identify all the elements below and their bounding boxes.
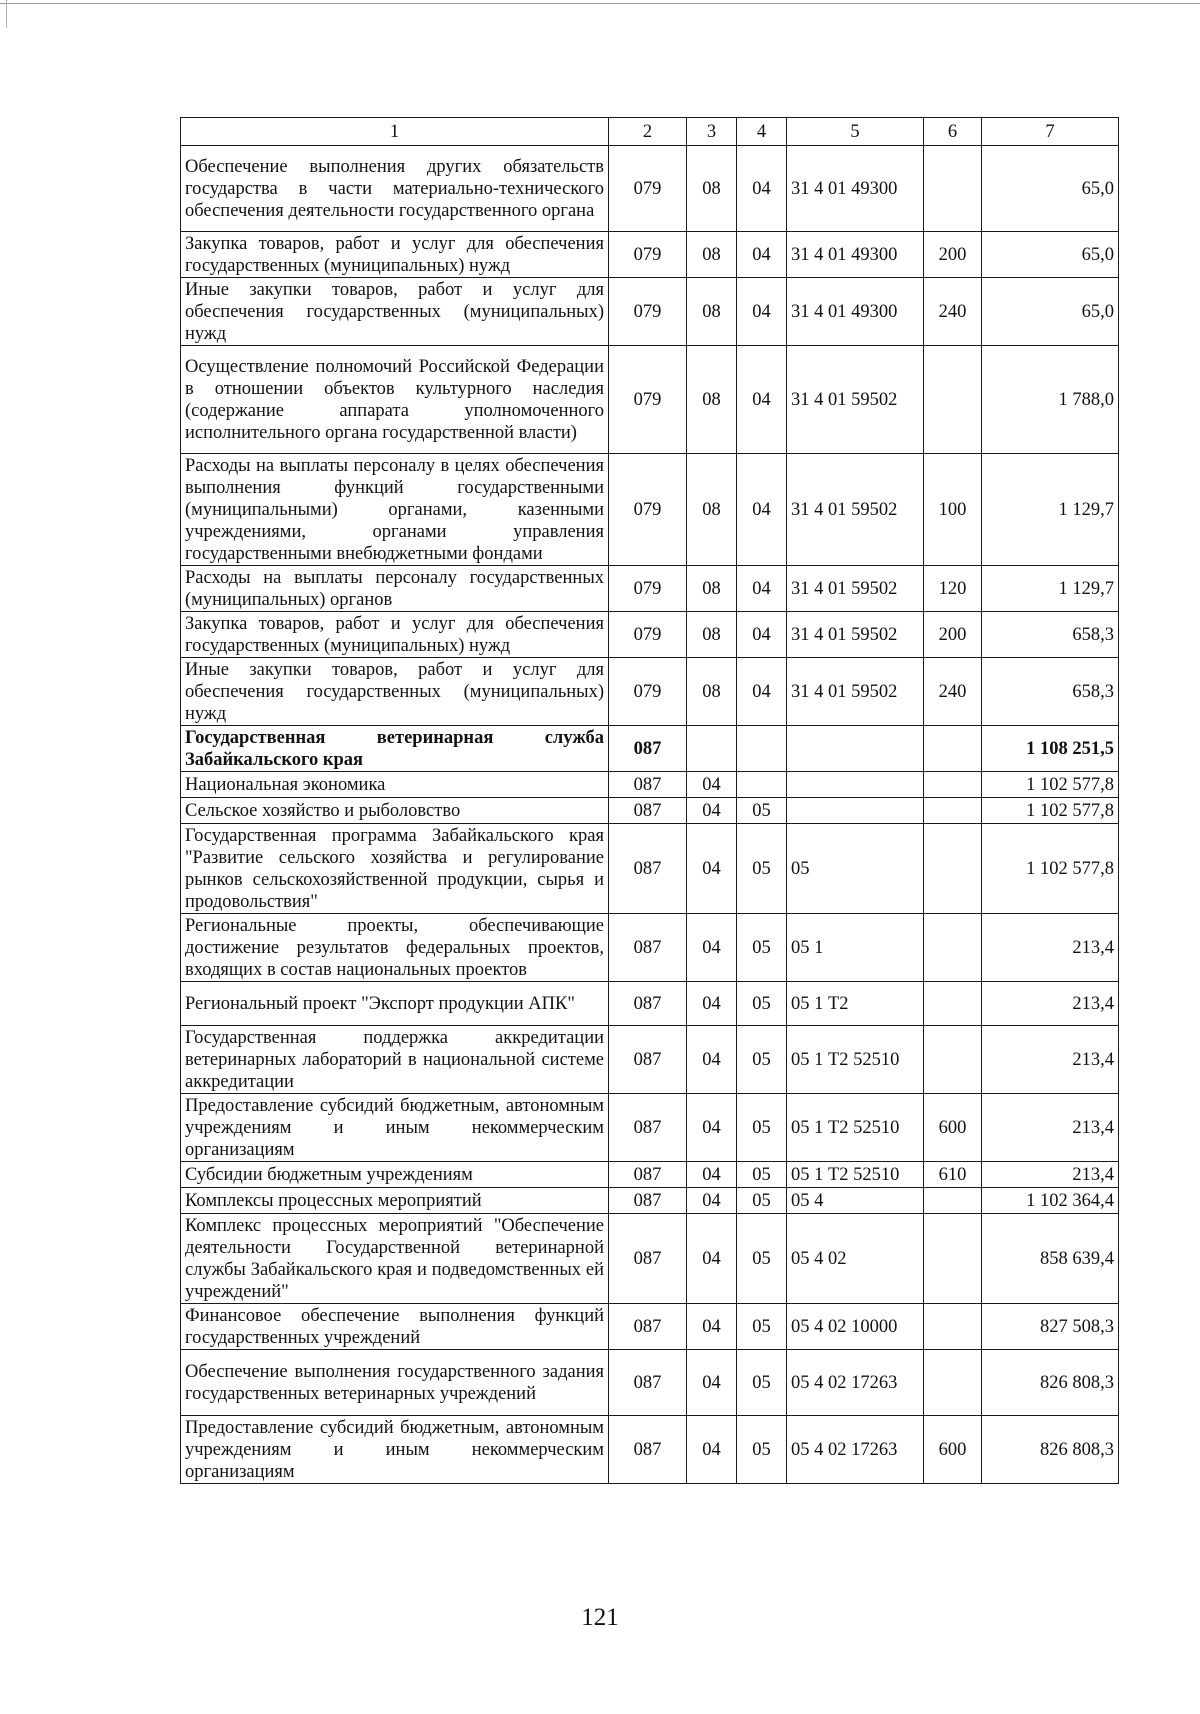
row-sum-cell: 658,3	[982, 612, 1119, 658]
header-cell: 4	[737, 118, 787, 146]
row-pr-cell: 04	[737, 658, 787, 726]
header-cell: 3	[687, 118, 737, 146]
row-csr-cell: 31 4 01 49300	[787, 278, 924, 346]
row-csr-cell: 05 4 02	[787, 1214, 924, 1304]
table-row	[181, 914, 1119, 982]
row-csr-cell: 05 4 02 17263	[787, 1416, 924, 1484]
row-ved-cell: 079	[609, 658, 687, 726]
row-name-cell: Комплекс процессных мероприятий "Обеспечение деятельности Государственной ветеринарной службы Забайкальского края и подведомственных ей учреждений"	[181, 1214, 609, 1304]
table-row	[181, 658, 1119, 726]
row-sum-cell: 65,0	[982, 232, 1119, 278]
row-name-cell: Расходы на выплаты персоналу в целях обеспечения выполнения функций государственными (муниципальными) органами, казенными учреждениями, органами управления государственными внебюджетными фондами	[181, 454, 609, 566]
row-rz-cell: 04	[687, 824, 737, 914]
row-sum-cell: 1 108 251,5	[982, 726, 1119, 772]
row-sum-cell: 213,4	[982, 1162, 1119, 1188]
table-row	[181, 824, 1119, 914]
row-sum-cell: 1 129,7	[982, 566, 1119, 612]
row-vr-cell	[924, 772, 982, 798]
row-pr-cell: 05	[737, 1188, 787, 1214]
row-vr-cell	[924, 982, 982, 1026]
row-rz-cell: 08	[687, 232, 737, 278]
table-row	[181, 982, 1119, 1026]
row-rz-cell: 04	[687, 1304, 737, 1350]
row-ved-cell: 079	[609, 454, 687, 566]
row-rz-cell: 04	[687, 798, 737, 824]
budget-table-body	[181, 118, 1119, 1484]
row-vr-cell	[924, 146, 982, 232]
row-ved-cell: 087	[609, 798, 687, 824]
row-pr-cell: 05	[737, 1094, 787, 1162]
row-sum-cell: 65,0	[982, 278, 1119, 346]
table-row	[181, 1026, 1119, 1094]
scan-border-line	[0, 3, 1200, 4]
row-name-cell: Предоставление субсидий бюджетным, автономным учреждениям и иным некоммерческим организациям	[181, 1094, 609, 1162]
row-name-cell: Закупка товаров, работ и услуг для обеспечения государственных (муниципальных) нужд	[181, 612, 609, 658]
row-sum-cell: 1 102 577,8	[982, 772, 1119, 798]
row-sum-cell: 213,4	[982, 1026, 1119, 1094]
row-sum-cell: 1 102 577,8	[982, 798, 1119, 824]
row-vr-cell	[924, 824, 982, 914]
row-vr-cell	[924, 1304, 982, 1350]
table-header-row	[181, 118, 1119, 146]
row-ved-cell: 087	[609, 1162, 687, 1188]
row-ved-cell: 087	[609, 1188, 687, 1214]
row-vr-cell	[924, 798, 982, 824]
row-csr-cell: 31 4 01 59502	[787, 612, 924, 658]
row-sum-cell: 213,4	[982, 982, 1119, 1026]
row-sum-cell: 1 129,7	[982, 454, 1119, 566]
row-pr-cell: 05	[737, 1162, 787, 1188]
row-vr-cell: 200	[924, 232, 982, 278]
row-csr-cell: 05 4	[787, 1188, 924, 1214]
header-cell: 6	[924, 118, 982, 146]
row-vr-cell: 120	[924, 566, 982, 612]
row-name-cell: Обеспечение выполнения государственного задания государственных ветеринарных учреждений	[181, 1350, 609, 1416]
table-row	[181, 1350, 1119, 1416]
header-cell: 7	[982, 118, 1119, 146]
row-vr-cell: 600	[924, 1094, 982, 1162]
row-name-cell: Государственная ветеринарная служба Забайкальского края	[181, 726, 609, 772]
row-csr-cell: 31 4 01 49300	[787, 232, 924, 278]
row-sum-cell: 827 508,3	[982, 1304, 1119, 1350]
row-pr-cell: 04	[737, 566, 787, 612]
row-ved-cell: 087	[609, 824, 687, 914]
row-rz-cell: 04	[687, 1162, 737, 1188]
row-csr-cell: 05	[787, 824, 924, 914]
table-row	[181, 146, 1119, 232]
row-rz-cell: 08	[687, 146, 737, 232]
row-ved-cell: 087	[609, 772, 687, 798]
row-ved-cell: 079	[609, 566, 687, 612]
table-row	[181, 1214, 1119, 1304]
row-csr-cell: 31 4 01 59502	[787, 658, 924, 726]
row-ved-cell: 087	[609, 1026, 687, 1094]
row-pr-cell: 05	[737, 1026, 787, 1094]
row-sum-cell: 1 788,0	[982, 346, 1119, 454]
row-ved-cell: 079	[609, 232, 687, 278]
row-rz-cell: 08	[687, 612, 737, 658]
row-name-cell: Расходы на выплаты персоналу государственных (муниципальных) органов	[181, 566, 609, 612]
row-pr-cell: 04	[737, 454, 787, 566]
row-sum-cell: 1 102 577,8	[982, 824, 1119, 914]
row-csr-cell: 31 4 01 59502	[787, 566, 924, 612]
row-csr-cell: 31 4 01 49300	[787, 146, 924, 232]
table-row	[181, 346, 1119, 454]
row-pr-cell: 05	[737, 1416, 787, 1484]
row-pr-cell: 05	[737, 1214, 787, 1304]
row-ved-cell: 079	[609, 278, 687, 346]
row-vr-cell	[924, 346, 982, 454]
row-sum-cell: 213,4	[982, 1094, 1119, 1162]
row-name-cell: Сельское хозяйство и рыболовство	[181, 798, 609, 824]
row-ved-cell: 087	[609, 1094, 687, 1162]
row-ved-cell: 087	[609, 726, 687, 772]
row-pr-cell: 05	[737, 914, 787, 982]
row-ved-cell: 087	[609, 1416, 687, 1484]
row-rz-cell: 04	[687, 982, 737, 1026]
row-ved-cell: 079	[609, 612, 687, 658]
row-ved-cell: 087	[609, 1214, 687, 1304]
row-name-cell: Субсидии бюджетным учреждениям	[181, 1162, 609, 1188]
row-rz-cell: 08	[687, 454, 737, 566]
row-pr-cell: 04	[737, 232, 787, 278]
row-csr-cell	[787, 772, 924, 798]
row-name-cell: Иные закупки товаров, работ и услуг для обеспечения государственных (муниципальных) нужд	[181, 278, 609, 346]
header-cell: 2	[609, 118, 687, 146]
row-csr-cell: 05 4 02 10000	[787, 1304, 924, 1350]
row-vr-cell: 600	[924, 1416, 982, 1484]
header-cell: 5	[787, 118, 924, 146]
row-csr-cell	[787, 726, 924, 772]
row-csr-cell: 05 1 Т2 52510	[787, 1026, 924, 1094]
row-vr-cell: 100	[924, 454, 982, 566]
row-csr-cell: 05 1 Т2	[787, 982, 924, 1026]
row-vr-cell: 240	[924, 658, 982, 726]
row-rz-cell: 08	[687, 278, 737, 346]
table-row	[181, 1188, 1119, 1214]
table-row	[181, 1162, 1119, 1188]
row-name-cell: Комплексы процессных мероприятий	[181, 1188, 609, 1214]
row-csr-cell: 05 1	[787, 914, 924, 982]
row-csr-cell: 05 1 Т2 52510	[787, 1162, 924, 1188]
row-name-cell: Закупка товаров, работ и услуг для обеспечения государственных (муниципальных) нужд	[181, 232, 609, 278]
row-rz-cell: 04	[687, 1214, 737, 1304]
row-name-cell: Государственная поддержка аккредитации ветеринарных лабораторий в национальной системе аккредитации	[181, 1026, 609, 1094]
row-rz-cell: 04	[687, 1350, 737, 1416]
row-name-cell: Иные закупки товаров, работ и услуг для обеспечения государственных (муниципальных) нужд	[181, 658, 609, 726]
row-csr-cell: 31 4 01 59502	[787, 346, 924, 454]
row-sum-cell: 65,0	[982, 146, 1119, 232]
table-row	[181, 798, 1119, 824]
row-pr-cell: 04	[737, 346, 787, 454]
row-name-cell: Региональные проекты, обеспечивающие достижение результатов федеральных проектов, входящих в состав национальных проектов	[181, 914, 609, 982]
row-pr-cell: 05	[737, 982, 787, 1026]
row-name-cell: Предоставление субсидий бюджетным, автономным учреждениям и иным некоммерческим организациям	[181, 1416, 609, 1484]
row-rz-cell: 08	[687, 658, 737, 726]
table-row	[181, 772, 1119, 798]
row-ved-cell: 087	[609, 914, 687, 982]
table-row	[181, 612, 1119, 658]
table-row	[181, 1304, 1119, 1350]
row-sum-cell: 1 102 364,4	[982, 1188, 1119, 1214]
row-vr-cell	[924, 726, 982, 772]
row-name-cell: Осуществление полномочий Российской Федерации в отношении объектов культурного наследия (содержание аппарата уполномоченного исполнительного органа государственной власти)	[181, 346, 609, 454]
row-csr-cell: 31 4 01 59502	[787, 454, 924, 566]
row-name-cell: Региональный проект "Экспорт продукции АПК"	[181, 982, 609, 1026]
row-sum-cell: 213,4	[982, 914, 1119, 982]
row-pr-cell: 05	[737, 798, 787, 824]
row-rz-cell: 04	[687, 1026, 737, 1094]
row-pr-cell: 04	[737, 612, 787, 658]
row-pr-cell: 04	[737, 146, 787, 232]
row-name-cell: Государственная программа Забайкальского края "Развитие сельского хозяйства и регулирование рынков сельскохозяйственной продукции, сырья и продовольствия"	[181, 824, 609, 914]
row-rz-cell: 04	[687, 914, 737, 982]
row-vr-cell	[924, 1188, 982, 1214]
row-rz-cell: 04	[687, 1094, 737, 1162]
row-pr-cell: 05	[737, 1350, 787, 1416]
table-row	[181, 726, 1119, 772]
row-vr-cell	[924, 914, 982, 982]
row-rz-cell: 04	[687, 1188, 737, 1214]
scan-edge-mark	[6, 0, 7, 28]
row-pr-cell: 04	[737, 278, 787, 346]
row-sum-cell: 858 639,4	[982, 1214, 1119, 1304]
row-vr-cell: 200	[924, 612, 982, 658]
table-row	[181, 566, 1119, 612]
page-number: 121	[581, 1604, 619, 1631]
row-pr-cell	[737, 726, 787, 772]
row-sum-cell: 658,3	[982, 658, 1119, 726]
row-rz-cell: 08	[687, 566, 737, 612]
row-sum-cell: 826 808,3	[982, 1350, 1119, 1416]
row-ved-cell: 087	[609, 982, 687, 1026]
header-cell: 1	[181, 118, 609, 146]
row-sum-cell: 826 808,3	[982, 1416, 1119, 1484]
budget-table	[180, 117, 1119, 1484]
table-row	[181, 232, 1119, 278]
row-name-cell: Национальная экономика	[181, 772, 609, 798]
table-row	[181, 1416, 1119, 1484]
row-ved-cell: 087	[609, 1304, 687, 1350]
row-vr-cell: 240	[924, 278, 982, 346]
row-vr-cell: 610	[924, 1162, 982, 1188]
row-rz-cell: 08	[687, 346, 737, 454]
row-csr-cell	[787, 798, 924, 824]
row-ved-cell: 079	[609, 146, 687, 232]
row-vr-cell	[924, 1214, 982, 1304]
row-vr-cell	[924, 1350, 982, 1416]
row-ved-cell: 079	[609, 346, 687, 454]
row-ved-cell: 087	[609, 1350, 687, 1416]
table-row	[181, 1094, 1119, 1162]
row-name-cell: Обеспечение выполнения других обязательств государства в части материально-технического обеспечения деятельности государственного органа	[181, 146, 609, 232]
row-vr-cell	[924, 1026, 982, 1094]
row-rz-cell: 04	[687, 772, 737, 798]
table-row	[181, 454, 1119, 566]
table-row	[181, 278, 1119, 346]
row-csr-cell: 05 4 02 17263	[787, 1350, 924, 1416]
row-pr-cell: 05	[737, 1304, 787, 1350]
row-pr-cell: 05	[737, 824, 787, 914]
row-rz-cell: 04	[687, 1416, 737, 1484]
row-rz-cell	[687, 726, 737, 772]
row-name-cell: Финансовое обеспечение выполнения функций государственных учреждений	[181, 1304, 609, 1350]
row-csr-cell: 05 1 Т2 52510	[787, 1094, 924, 1162]
row-pr-cell	[737, 772, 787, 798]
